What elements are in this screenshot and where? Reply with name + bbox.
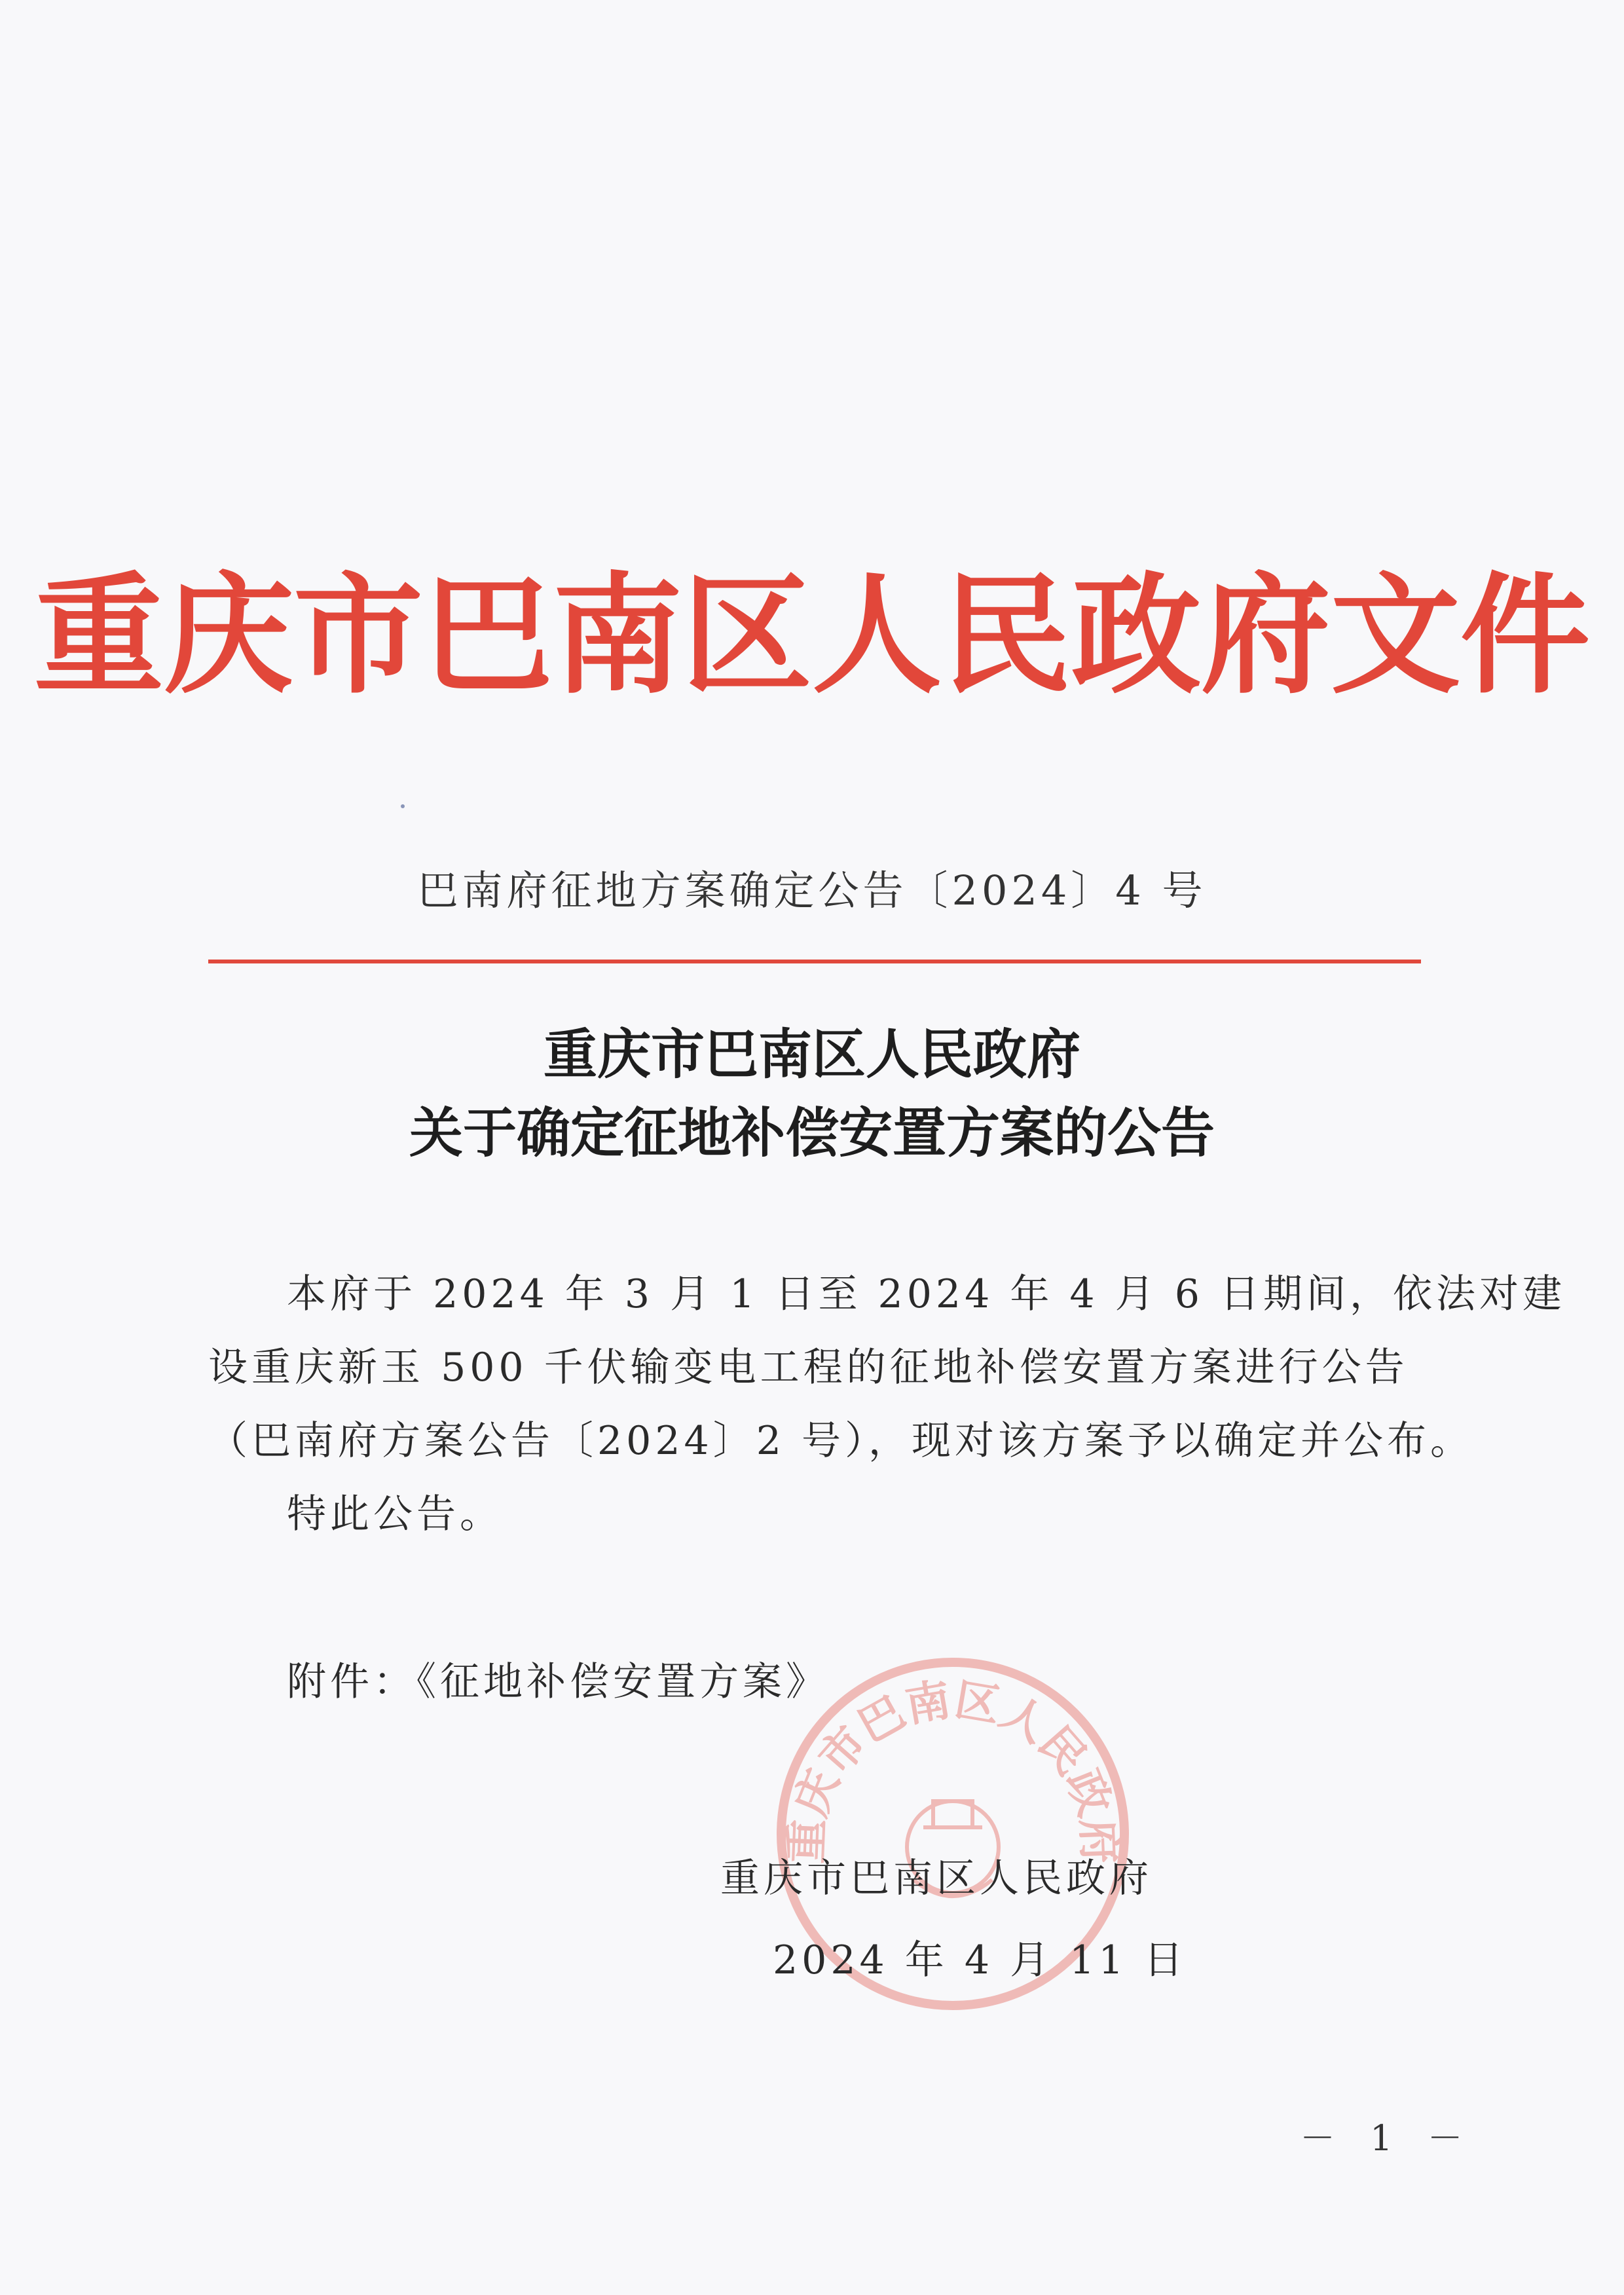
signature-date: 2024 年 4 月 11 日 (773, 1937, 1187, 1983)
body-closing: 特此公告。 (287, 1491, 503, 1537)
signature-organization: 重庆市巴南区人民政府 (720, 1856, 1153, 1901)
notice-title-line2: 关于确定征地补偿安置方案的公告 (409, 1102, 1215, 1165)
body-line-3: （巴南府方案公告〔2024〕2 号），现对该方案予以确定并公布。 (208, 1418, 1473, 1464)
body-line-2: 设重庆新玉 500 千伏输变电工程的征地补偿安置方案进行公告 (208, 1345, 1409, 1390)
attachment-line: 附件：《征地补偿安置方案》 (287, 1659, 829, 1705)
document-header-title: 重庆市巴南区人民政府文件 (34, 559, 1590, 711)
svg-text:重庆市巴南区人民政府: 重庆市巴南区人民政府 (779, 1673, 1126, 1865)
red-divider-line (208, 960, 1421, 963)
notice-title-line1: 重庆市巴南区人民政府 (543, 1023, 1080, 1086)
body-line-1: 本府于 2024 年 3 月 1 日至 2024 年 4 月 6 日期间，依法对建 (287, 1271, 1566, 1317)
page-number: － 1 － (1300, 2118, 1475, 2159)
document-number: 巴南府征地方案确定公告〔2024〕4 号 (417, 867, 1207, 914)
scan-speck (401, 804, 405, 808)
